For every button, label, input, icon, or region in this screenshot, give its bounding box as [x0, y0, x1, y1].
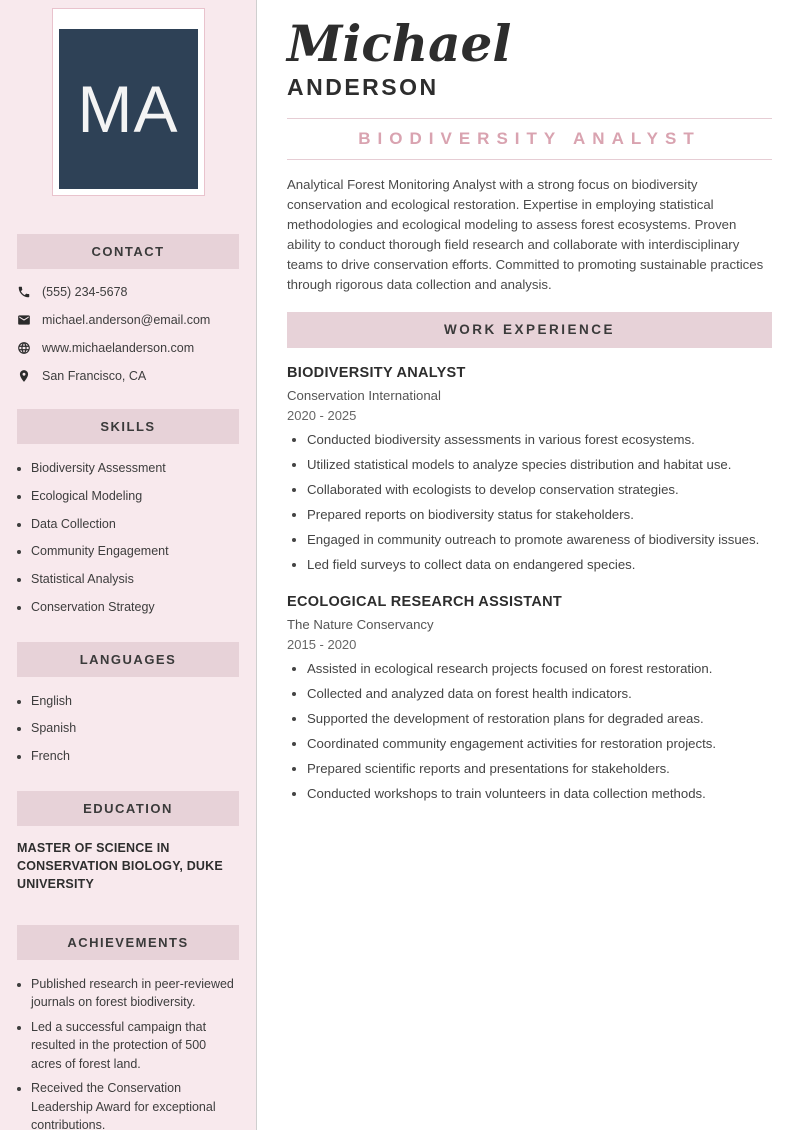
- job-bullet: • Collaborated with ecologists to develop conservation strategies.: [307, 482, 772, 499]
- work-experience-heading: WORK EXPERIENCE: [287, 312, 772, 348]
- job-bullet: • Conducted workshops to train volunteers in data collection methods.: [307, 786, 772, 803]
- skills-list: [17, 459, 239, 617]
- achievement-item: • Published research in peer-reviewed journals on forest biodiversity.: [31, 975, 239, 1012]
- skills-heading: SKILLS: [17, 409, 239, 444]
- achievements-heading: ACHIEVEMENTS: [17, 925, 239, 960]
- languages-section: [17, 642, 239, 766]
- job-title-banner: [287, 118, 772, 160]
- achievement-item: • Received the Conservation Leadership Award for exceptional contributions.: [31, 1079, 239, 1135]
- education-degree: MASTER OF SCIENCE IN CONSERVATION BIOLOGY, DUKE UNIVERSITY: [17, 840, 223, 891]
- skill-item: • Statistical Analysis: [31, 570, 239, 589]
- job-bullet: • Coordinated community engagement activities for restoration projects.: [307, 736, 772, 753]
- email-icon: [17, 313, 31, 327]
- job-entry-1: [287, 365, 772, 574]
- job-1-bullets: [287, 432, 772, 574]
- job-title-text: BIODIVERSITY ANALYST: [358, 129, 701, 148]
- contact-item-website: [17, 341, 239, 355]
- contact-email-text: michael.anderson@email.com: [42, 313, 211, 327]
- job-2-title: ECOLOGICAL RESEARCH ASSISTANT: [287, 593, 563, 610]
- sidebar: [0, 0, 257, 1133]
- contact-website-text: www.michaelanderson.com: [42, 341, 195, 355]
- avatar-box: [59, 29, 198, 189]
- job-1-dates: 2020 - 2025: [287, 408, 357, 423]
- languages-list: [17, 692, 239, 766]
- job-bullet: • Led field surveys to collect data on endangered species.: [307, 557, 772, 574]
- main-content: [257, 0, 800, 1130]
- job-2-dates: 2015 - 2020: [287, 636, 357, 652]
- job-bullet: • Collected and analyzed data on forest health indicators.: [307, 686, 772, 703]
- language-item: • Spanish: [31, 719, 239, 738]
- job-bullet: • Assisted in ecological research projects focused on forest restoration.: [307, 661, 772, 678]
- name-header: [287, 16, 772, 101]
- first-name: Michael: [287, 14, 512, 73]
- job-2-company: The Nature Conservancy: [287, 616, 434, 632]
- achievements-section: [17, 925, 239, 1135]
- skill-item: • Data Collection: [31, 515, 239, 534]
- contact-phone-text: (555) 234-5678: [42, 285, 128, 299]
- language-item: • English: [31, 692, 239, 711]
- job-bullet: • Conducted biodiversity assessments in various forest ecosystems.: [307, 432, 772, 449]
- job-bullet: • Prepared scientific reports and presentations for stakeholders.: [307, 761, 772, 778]
- contact-location-text: San Francisco, CA: [42, 369, 147, 383]
- avatar-initials: MA: [77, 72, 179, 146]
- job-bullet: • Engaged in community outreach to promote awareness of biodiversity issues.: [307, 532, 772, 549]
- phone-icon: [17, 285, 31, 299]
- skills-section: [17, 409, 239, 617]
- skill-item: • Biodiversity Assessment: [31, 459, 239, 478]
- contact-list: [17, 285, 239, 383]
- skill-item: • Conservation Strategy: [31, 598, 239, 617]
- job-entry-2: [287, 594, 772, 803]
- avatar: [52, 8, 205, 196]
- skill-item: • Ecological Modeling: [31, 487, 239, 506]
- job-1-company: Conservation International: [287, 388, 441, 403]
- contact-heading: CONTACT: [17, 234, 239, 269]
- contact-item-location: [17, 369, 239, 383]
- contact-item-email: [17, 313, 239, 327]
- language-item: • French: [31, 747, 239, 766]
- last-name: ANDERSON: [287, 74, 439, 100]
- job-1-title: BIODIVERSITY ANALYST: [287, 365, 466, 381]
- job-bullet: • Prepared reports on biodiversity status for stakeholders.: [307, 507, 772, 524]
- contact-section: [17, 234, 239, 383]
- job-2-bullets: [287, 661, 772, 803]
- location-icon: [17, 369, 31, 383]
- contact-item-phone: [17, 285, 239, 299]
- profile-summary: Analytical Forest Monitoring Analyst with a strong focus on biodiversity conservation and ecological restoration. Expertise in employing statistical methodologies and ecological modeling to assess forest ecosystems. Proven ability to conduct thorough field research and collaborate with interdisciplinary teams to drive conservation efforts. Committed to promoting sustainable practices through rigorous data collection and analysis.: [287, 177, 764, 292]
- globe-icon: [17, 341, 31, 355]
- achievements-list: [17, 975, 239, 1135]
- education-section: [17, 791, 239, 893]
- skill-item: • Community Engagement: [31, 542, 239, 561]
- job-bullet: • Supported the development of restoration plans for degraded areas.: [307, 711, 772, 728]
- languages-heading: LANGUAGES: [17, 642, 239, 677]
- job-bullet: • Utilized statistical models to analyze species distribution and habitat use.: [307, 457, 772, 474]
- education-heading: EDUCATION: [17, 791, 239, 826]
- achievement-item: • Led a successful campaign that resulted in the protection of 500 acres of forest land.: [31, 1018, 239, 1074]
